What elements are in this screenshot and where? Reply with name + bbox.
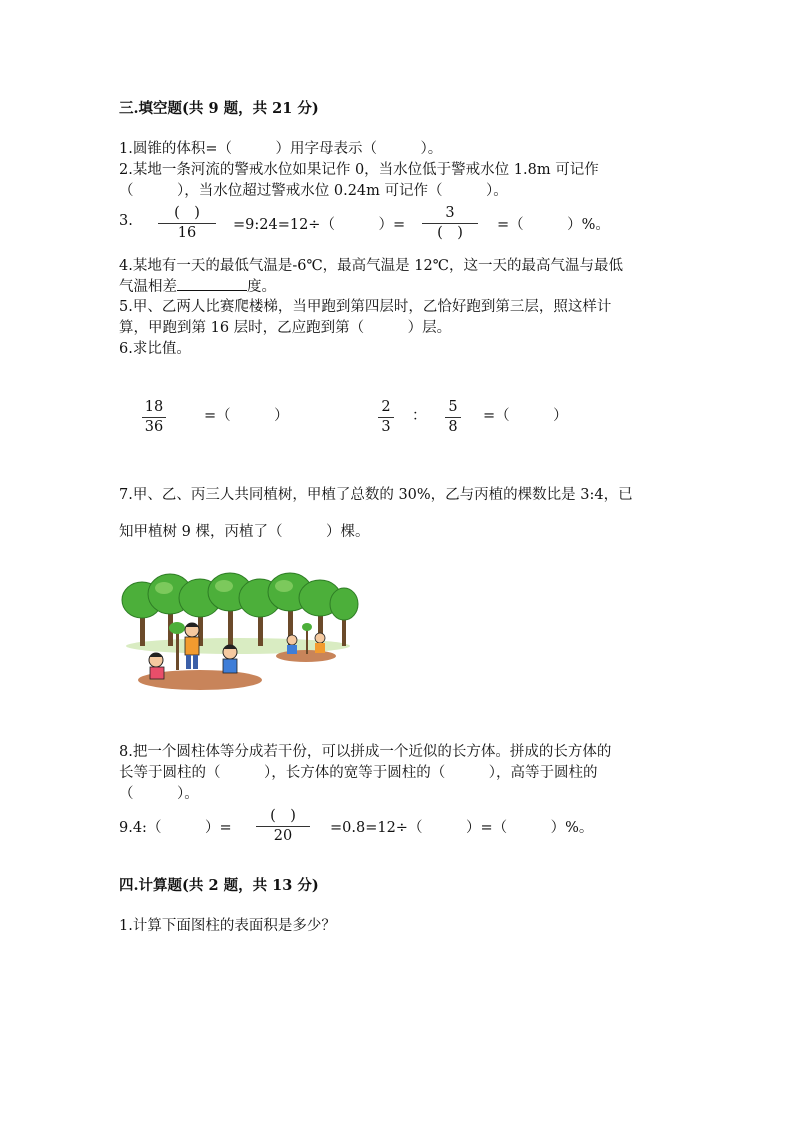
question-6-label: 6.求比值。	[119, 341, 191, 357]
question-8-line3: （ ）。	[119, 786, 199, 802]
question-4-line2	[119, 275, 276, 296]
question-6-fraction-a	[142, 400, 166, 434]
question-5-line2: 算，甲跑到第 16 层时，乙应跑到第（ ）层。	[119, 320, 452, 336]
question-8-line1: 8.把一个圆柱体等分成若干份，可以拼成一个近似的长方体。拼成的长方体的	[119, 744, 612, 760]
section4-question-1: 1.计算下面图柱的表面积是多少？	[119, 918, 336, 934]
fraction-numerator: 3	[445, 205, 455, 221]
question-3-fraction-2	[422, 206, 478, 240]
question-5-line1: 5.甲、乙两人比赛爬楼梯，当甲跑到第四层时，乙恰好跑到第三层，照这样计	[119, 299, 612, 315]
tree-planting-illustration	[120, 572, 360, 692]
answer-blank	[177, 276, 247, 291]
question-4-text: 气温相差	[119, 279, 177, 295]
question-4-unit: 度。	[247, 279, 276, 295]
fraction-denominator: 16	[158, 223, 216, 241]
question-6-answer-b: =（ ）	[483, 408, 568, 424]
question-2-line1: 2.某地一条河流的警戒水位如果记作 0，当水位低于警戒水位 1.8m 可记作	[119, 162, 599, 178]
question-4-line1: 4.某地有一天的最低气温是-6℃，最高气温是 12℃，这一天的最高气温与最低	[119, 258, 623, 274]
question-6-fraction-b1	[378, 400, 394, 434]
fraction-denominator: ( )	[422, 223, 478, 241]
fraction-denominator: 20	[256, 826, 310, 844]
fraction-numerator: ( )	[270, 808, 296, 824]
fraction-denominator: 8	[445, 417, 461, 435]
question-6-answer-a: =（ ）	[204, 408, 289, 424]
question-3-middle: =9:24=12÷（ ）=	[233, 217, 406, 233]
question-7-line2: 知甲植树 9 棵，丙植了（ ）棵。	[119, 524, 370, 540]
question-1: 1.圆锥的体积=（ ）用字母表示（ ）。	[119, 141, 443, 157]
section3-title: 三.填空题(共 9 题，共 21 分)	[119, 100, 319, 117]
question-6-fraction-b2	[445, 400, 461, 434]
question-9-prefix: 9.4:（ ）=	[119, 820, 232, 836]
fraction-denominator: 3	[378, 417, 394, 435]
fraction-numerator: 18	[144, 399, 164, 415]
question-3-suffix: =（ ）%。	[497, 217, 610, 233]
fraction-denominator: 36	[142, 417, 166, 435]
fraction-numerator: ( )	[174, 205, 200, 221]
question-9-suffix: =0.8=12÷（ ）=（ ）%。	[330, 820, 594, 836]
question-7-line1: 7.甲、乙、丙三人共同植树，甲植了总数的 30%，乙与丙植的棵数比是 3:4，已	[119, 487, 633, 503]
fraction-numerator: 5	[448, 399, 458, 415]
section4-title: 四.计算题(共 2 题，共 13 分)	[119, 877, 319, 894]
question-9-fraction	[256, 809, 310, 843]
question-3-number: 3.	[119, 213, 133, 229]
question-8-line2: 长等于圆柱的（ ），长方体的宽等于圆柱的（ ），高等于圆柱的	[119, 765, 598, 781]
question-3-fraction-1	[158, 206, 216, 240]
fraction-numerator: 2	[381, 399, 391, 415]
ratio-colon: ：	[412, 408, 427, 424]
question-2-line2: （ ），当水位超过警戒水位 0.24m 可记作（ ）。	[119, 183, 508, 199]
